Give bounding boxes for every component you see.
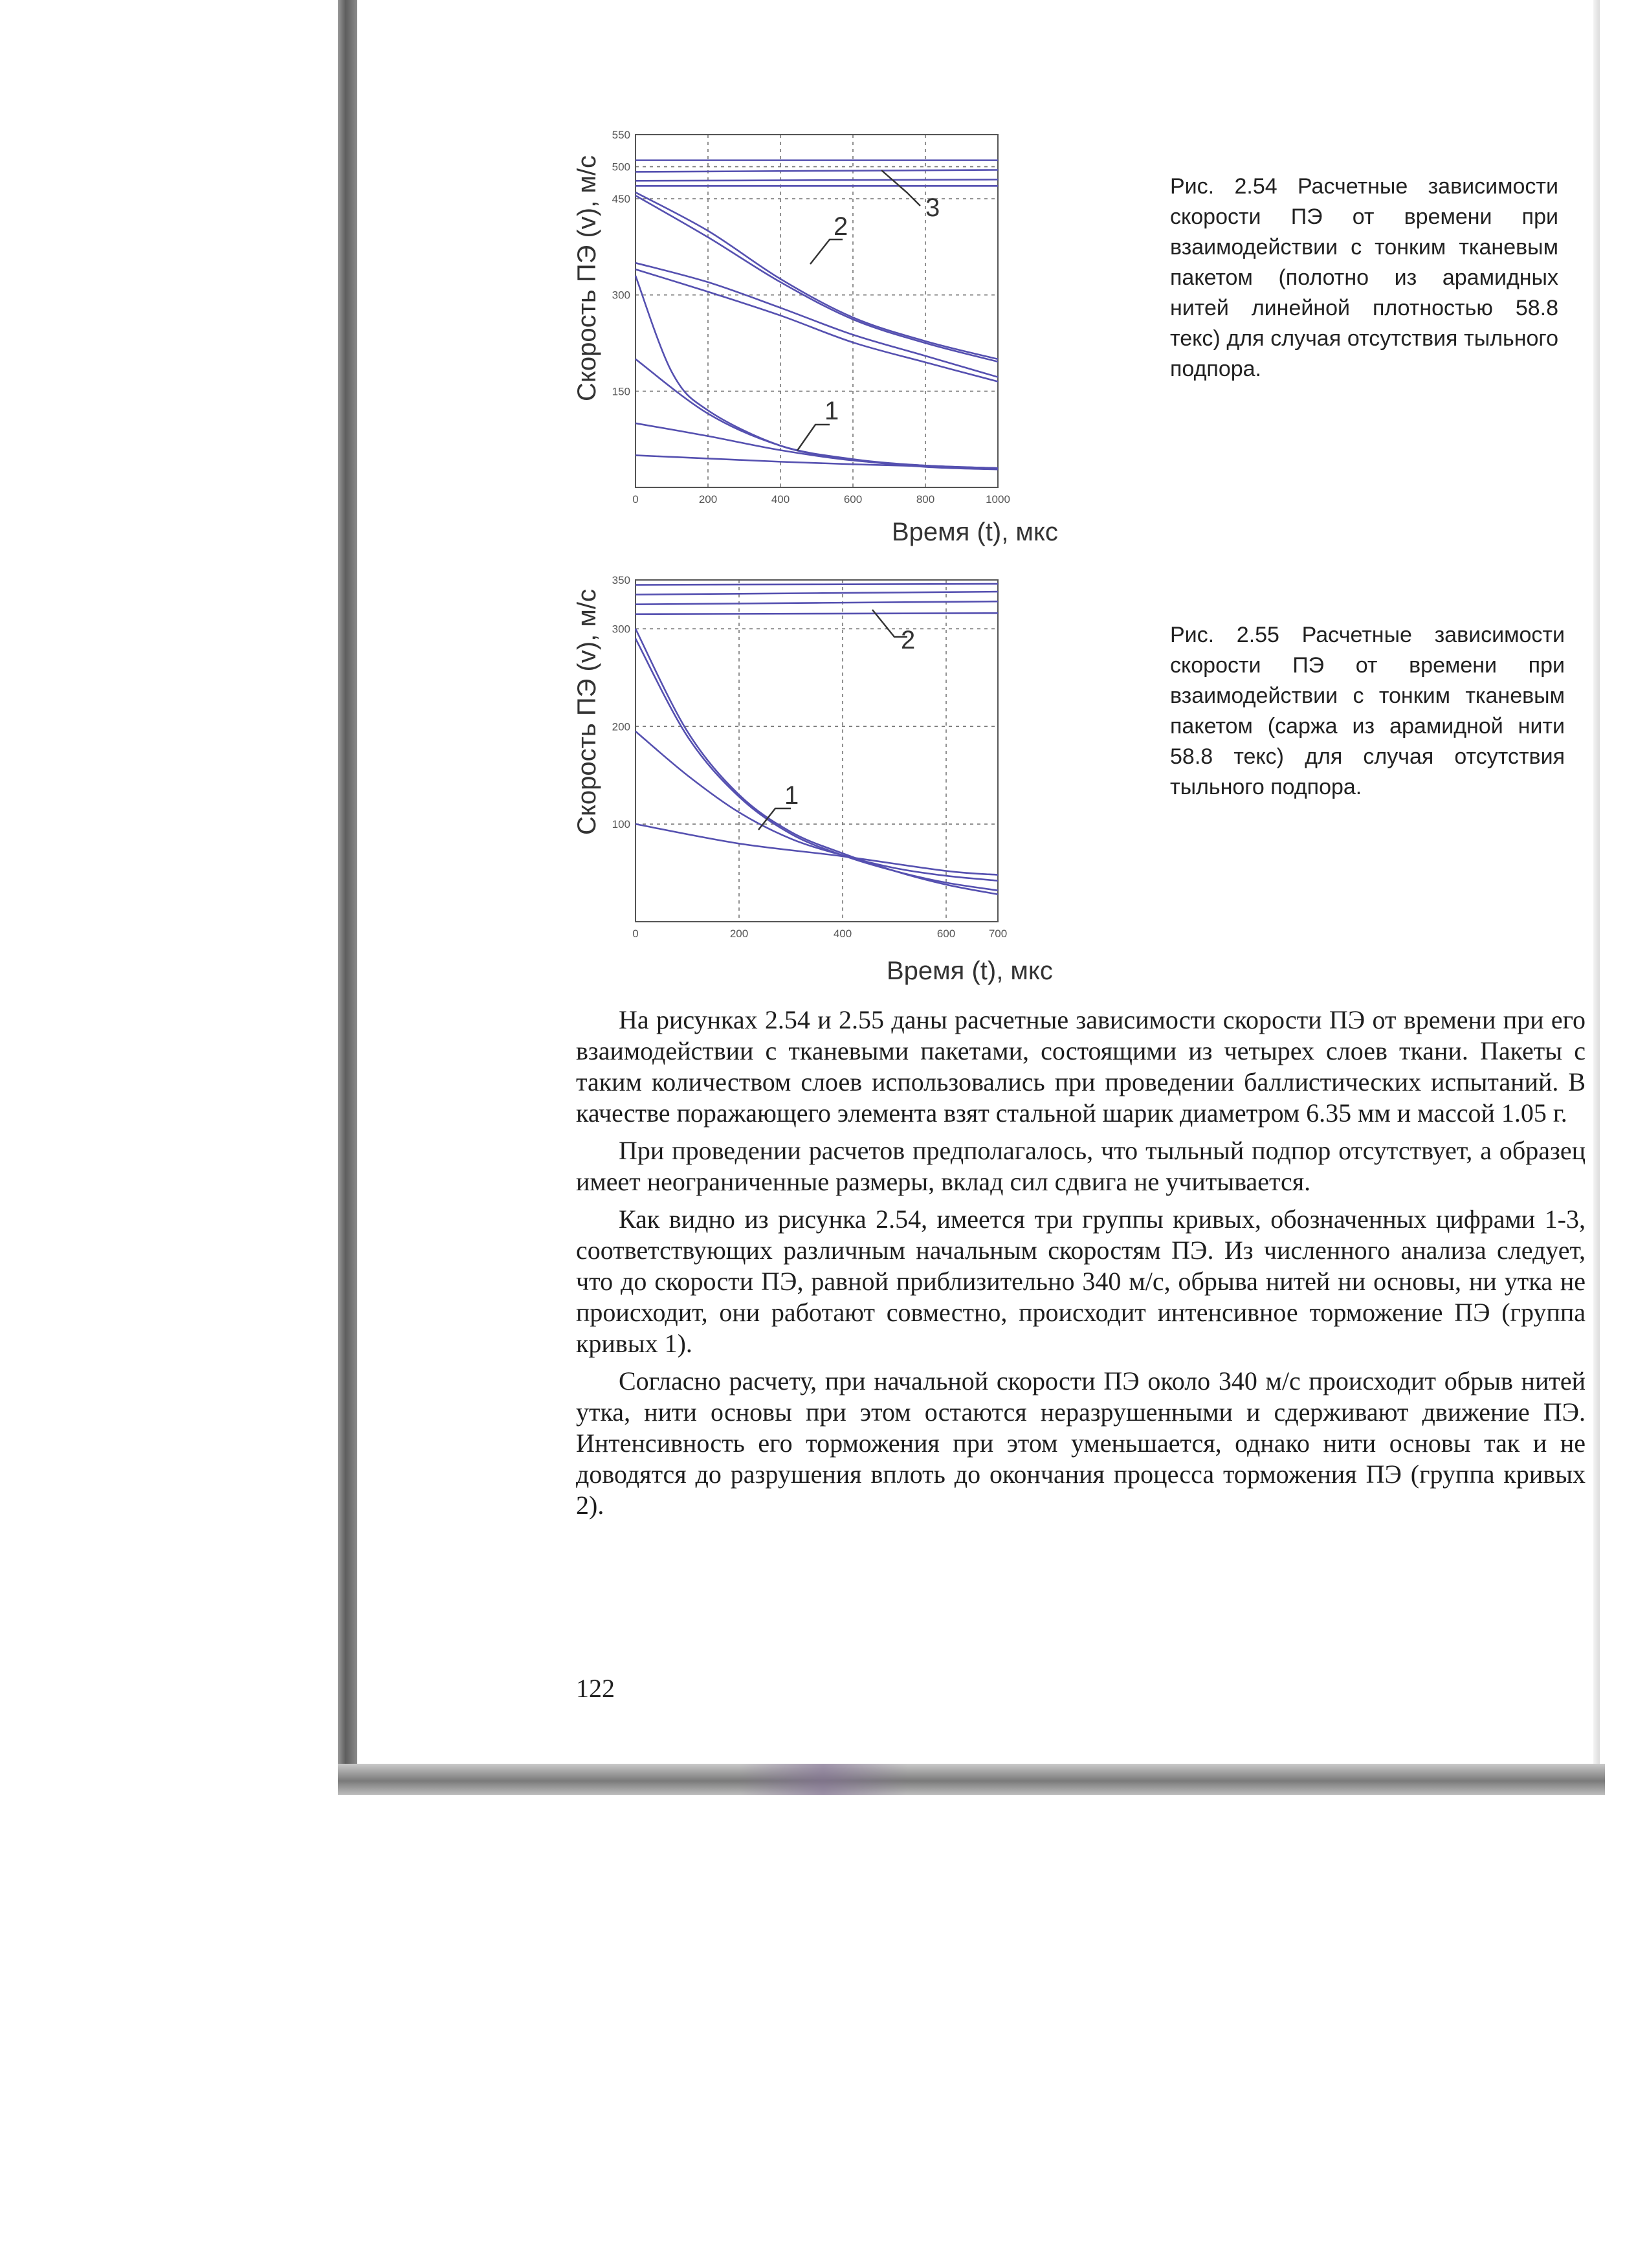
body-text [576,1005,1586,1528]
series-line-group-1 [636,455,998,468]
group-label: 1 [824,397,839,425]
y-tick-label: 500 [612,161,630,173]
series-line-group-2 [636,613,998,614]
series-line-group-3 [636,170,998,172]
figure-2-54-chart [557,123,1094,524]
series-line-group-3 [636,179,998,181]
figure-2-55-caption: Рис. 2.55 Расчетные зависимости скорости ПЭ от времени при взаимодействии с тонким тканевым пакетом (саржа из арамидной нити 58.8 текс) для случая отсутствия тыльного подпора. [1170,623,1565,799]
x-tick-label: 600 [936,928,956,940]
series-line-group-2 [636,263,998,377]
series-line-group-1 [636,359,998,468]
callout-line [810,239,843,264]
x-tick-label: 0 [632,493,639,506]
group-label: 2 [834,212,848,241]
series-line-group-1 [636,423,998,468]
x-tick-label: 400 [833,928,852,940]
y-tick-label: 150 [612,385,630,398]
x-tick-label: 600 [843,493,863,506]
plot-frame [636,135,998,487]
paragraph: Согласно расчету, при начальной скорости ПЭ около 340 м/с происходит обрыв нитей утка, нити основы при этом остаются неразрушенными и сдерживают движение ПЭ. Интенсивность его торможения при этом уменьшается, однако нити основы так и не доводятся до разрушения вплоть до окончания процесса торможения ПЭ (группа кривых 2). [576,1366,1586,1520]
series-line-group-1 [636,824,998,874]
book-spine-shadow [338,0,357,1793]
x-tick-label: 200 [729,928,749,940]
series-line-group-2 [636,601,998,605]
group-label: 3 [925,194,940,222]
series-line-group-2 [636,584,998,585]
page-edge [1593,0,1600,1786]
series-line-group-1 [636,731,998,881]
page-number: 122 [576,1674,615,1703]
x-axis-title: Время (t), мкс [892,518,1058,546]
x-axis-title: Время (t), мкс [887,957,1053,985]
x-tick-label: 400 [771,493,790,506]
y-tick-label: 350 [612,574,630,586]
series-line-group-2 [636,192,998,359]
callout-line [797,425,830,450]
paragraph: При проведении расчетов предполагалось, что тыльный подпор отсутствует, а образец имеет неограниченные размеры, вклад сил сдвига не учитывается. [576,1136,1586,1196]
x-tick-label: 0 [632,928,639,940]
group-label: 1 [784,781,799,810]
x-tick-label: 800 [916,493,935,506]
y-tick-label: 300 [612,289,630,302]
series-line-group-1 [636,628,998,894]
series-line-group-2 [636,269,998,381]
figure-2-55-chart [557,568,1094,957]
figure-2-54-caption: Рис. 2.54 Расчетные зависимости скорости ПЭ от времени при взаимодействии с тонким тканевым пакетом (полотно из арамидных нитей линейной плотностью 58.8 текс) для случая отсутствия тыльного подпора. [1170,174,1558,381]
y-tick-label: 300 [612,623,630,636]
y-axis-title: Скорость ПЭ (v), м/с [573,155,601,401]
paragraph: Как видно из рисунка 2.54, имеется три группы кривых, обозначенных цифрами 1-3, соответствующих различным начальным скоростям ПЭ. Из численного анализа следует, что до скорости ПЭ, равной приблизительно 340 м/с, обрыва нитей ни основы, ни утка не происходит, они работают совместно, происходит интенсивное торможение ПЭ (группа кривых 1). [576,1205,1586,1358]
y-axis-title: Скорость ПЭ (v), м/с [573,589,601,835]
y-tick-label: 100 [612,818,630,831]
y-tick-label: 550 [612,129,630,141]
paragraph: На рисунках 2.54 и 2.55 даны расчетные зависимости скорости ПЭ от времени при его взаимодействии с тканевыми пакетами, состоящими из четырех слоев ткани. Пакеты с таким количеством слоев использовались при проведении баллистических испытаний. В качестве поражающего элемента взят стальной шарик диаметром 6.35 мм и массой 1.05 г. [576,1005,1586,1128]
x-tick-label: 1000 [986,493,1010,506]
bottom-page-shadow [338,1764,1605,1795]
x-tick-label: 700 [988,928,1008,940]
y-tick-label: 450 [612,193,630,206]
x-tick-label: 200 [698,493,718,506]
group-label: 2 [901,626,916,654]
series-line-group-2 [636,592,998,595]
series-line-group-1 [636,276,998,469]
callout-line [881,170,920,206]
y-tick-label: 200 [612,720,630,733]
